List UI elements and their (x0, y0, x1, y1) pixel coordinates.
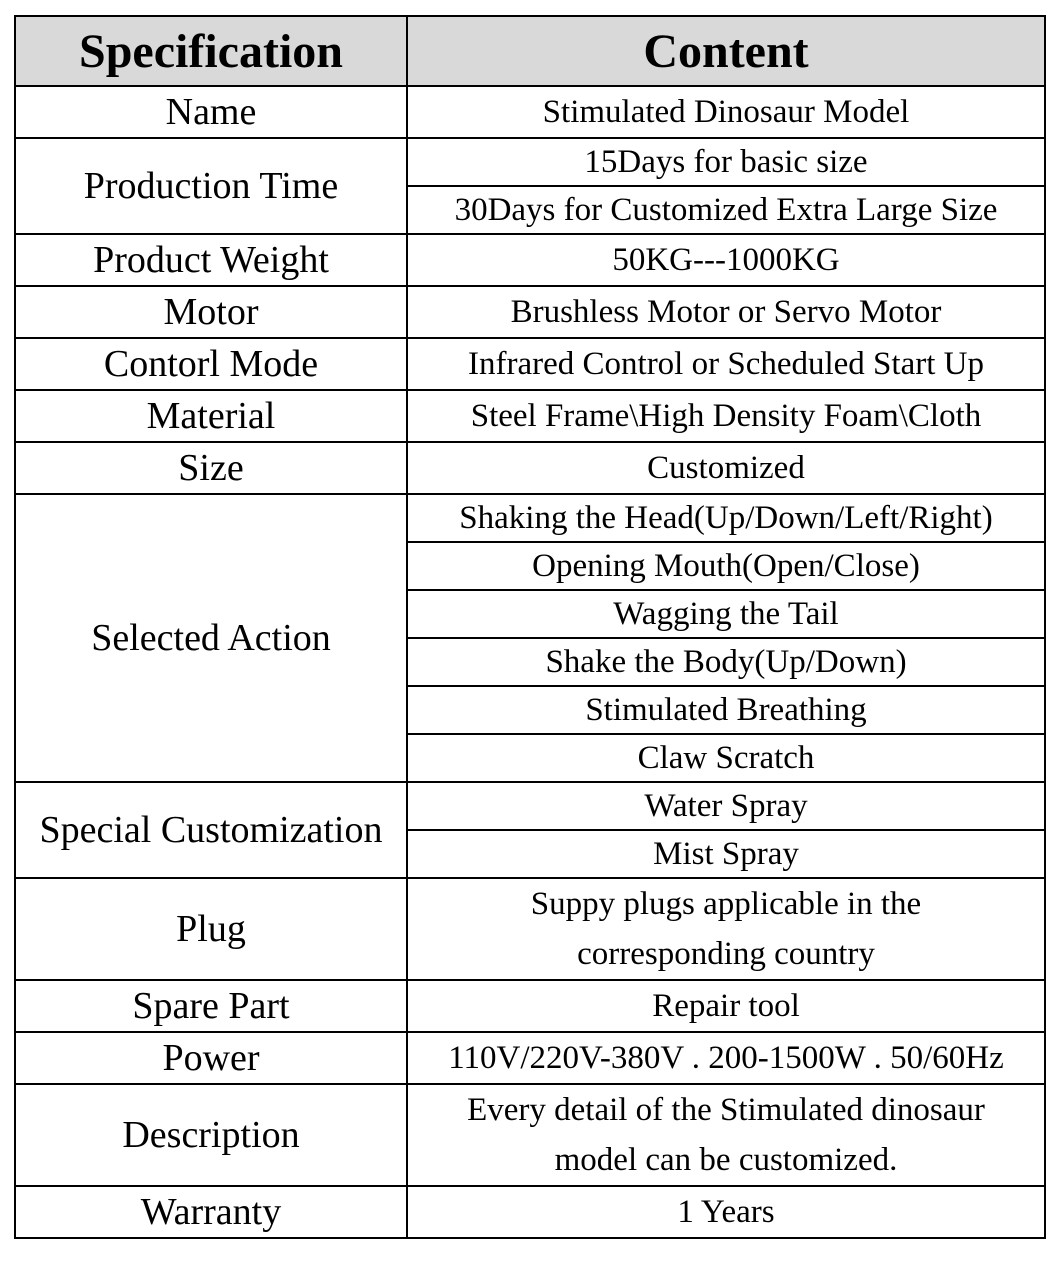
value-material: Steel Frame\High Density Foam\Cloth (407, 390, 1045, 442)
value-size: Customized (407, 442, 1045, 494)
spec-selected-action: Selected Action (15, 494, 407, 782)
spec-special-customization: Special Customization (15, 782, 407, 878)
value-selected-action-4: Shake the Body(Up/Down) (407, 638, 1045, 686)
spec-description: Description (15, 1084, 407, 1186)
table-row (15, 234, 1045, 286)
value-production-time-2: 30Days for Customized Extra Large Size (407, 186, 1045, 234)
value-plug (407, 878, 1045, 980)
spec-power: Power (15, 1032, 407, 1084)
value-selected-action-3: Wagging the Tail (407, 590, 1045, 638)
spec-product-weight: Product Weight (15, 234, 407, 286)
table-row (15, 286, 1045, 338)
table-row (15, 86, 1045, 138)
spec-name: Name (15, 86, 407, 138)
table-row (15, 138, 1045, 186)
table-row (15, 1186, 1045, 1238)
value-special-customization-1: Water Spray (407, 782, 1045, 830)
spec-motor: Motor (15, 286, 407, 338)
value-selected-action-2: Opening Mouth(Open/Close) (407, 542, 1045, 590)
value-description (407, 1084, 1045, 1186)
header-specification: Specification (15, 16, 407, 86)
spec-material: Material (15, 390, 407, 442)
value-control-mode: Infrared Control or Scheduled Start Up (407, 338, 1045, 390)
spec-warranty: Warranty (15, 1186, 407, 1238)
header-content: Content (407, 16, 1045, 86)
table-row (15, 1032, 1045, 1084)
value-warranty: 1 Years (407, 1186, 1045, 1238)
spec-plug: Plug (15, 878, 407, 980)
table-row (15, 1084, 1045, 1186)
table-row (15, 494, 1045, 542)
table-row (15, 878, 1045, 980)
value-product-weight: 50KG---1000KG (407, 234, 1045, 286)
table-row (15, 338, 1045, 390)
value-name: Stimulated Dinosaur Model (407, 86, 1045, 138)
specification-table (14, 15, 1046, 1239)
spec-size: Size (15, 442, 407, 494)
value-motor: Brushless Motor or Servo Motor (407, 286, 1045, 338)
value-selected-action-5: Stimulated Breathing (407, 686, 1045, 734)
value-plug-line-2: corresponding country (577, 936, 875, 972)
value-plug-line-1: Suppy plugs applicable in the (530, 886, 922, 922)
value-spare-part: Repair tool (407, 980, 1045, 1032)
table-row (15, 980, 1045, 1032)
spec-spare-part: Spare Part (15, 980, 407, 1032)
spec-production-time: Production Time (15, 138, 407, 234)
header-row (15, 16, 1045, 86)
value-selected-action-6: Claw Scratch (407, 734, 1045, 782)
value-production-time-1: 15Days for basic size (407, 138, 1045, 186)
table-row (15, 442, 1045, 494)
value-power: 110V/220V-380V . 200-1500W . 50/60Hz (407, 1032, 1045, 1084)
table-row (15, 782, 1045, 830)
value-description-line-1: Every detail of the Stimulated dinosaur (467, 1092, 985, 1128)
value-description-line-2: model can be customized. (554, 1142, 898, 1178)
table-row (15, 390, 1045, 442)
value-special-customization-2: Mist Spray (407, 830, 1045, 878)
value-selected-action-1: Shaking the Head(Up/Down/Left/Right) (407, 494, 1045, 542)
spec-control-mode: Contorl Mode (15, 338, 407, 390)
